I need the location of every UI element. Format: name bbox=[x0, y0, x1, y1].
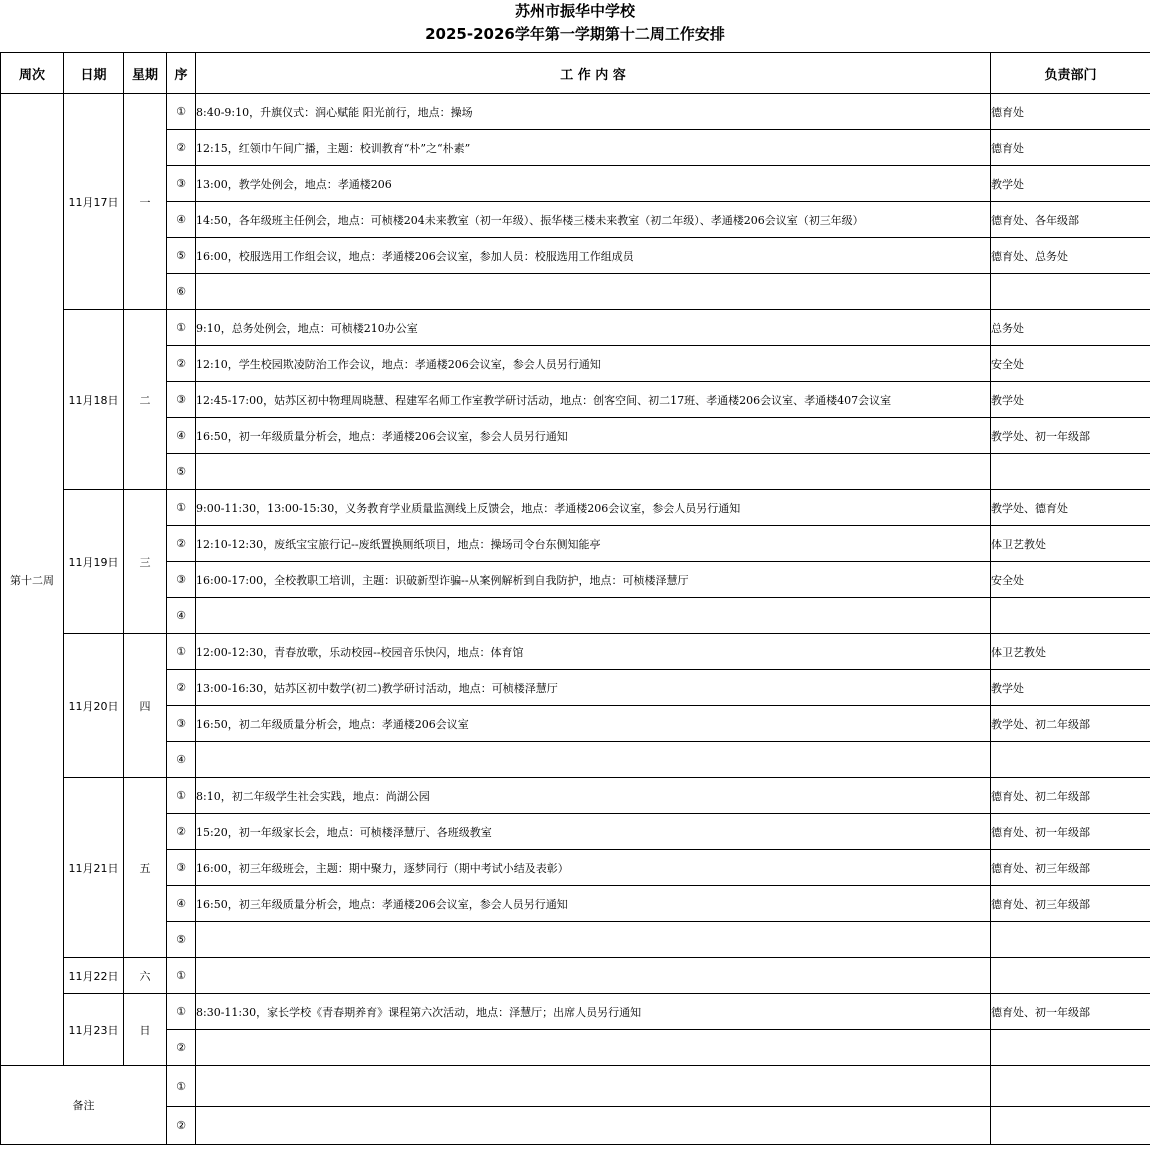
dept-cell bbox=[991, 274, 1150, 310]
dept-cell: 安全处 bbox=[991, 562, 1150, 598]
dept-cell: 德育处 bbox=[991, 130, 1150, 166]
dept-cell: 德育处、初三年级部 bbox=[991, 850, 1150, 886]
dept-cell bbox=[991, 598, 1150, 634]
table-row bbox=[1, 310, 1150, 346]
dept-cell bbox=[991, 742, 1150, 778]
seq-cell: ④ bbox=[167, 886, 196, 922]
table-row bbox=[1, 526, 1150, 562]
content-cell bbox=[196, 742, 991, 778]
dept-cell bbox=[991, 1030, 1150, 1066]
notes-row bbox=[1, 1107, 1150, 1145]
dept-cell: 德育处、初一年级部 bbox=[991, 814, 1150, 850]
week-cell: 第十二周 bbox=[1, 94, 64, 1066]
content-cell: 16:00，校服选用工作组会议，地点：孝通楼206会议室，参加人员：校服选用工作组成员 bbox=[196, 238, 991, 274]
table-row bbox=[1, 886, 1150, 922]
content-cell: 16:00，初三年级班会，主题：期中聚力，逐梦同行（期中考试小结及表彰） bbox=[196, 850, 991, 886]
dept-cell bbox=[991, 454, 1150, 490]
seq-cell: ③ bbox=[167, 382, 196, 418]
seq-cell: ② bbox=[167, 814, 196, 850]
notes-label: 备注 bbox=[1, 1066, 167, 1145]
table-row bbox=[1, 778, 1150, 814]
date-cell: 11月21日 bbox=[64, 778, 124, 958]
col-header-weekday: 星期 bbox=[124, 53, 167, 94]
content-cell: 8:40-9:10，升旗仪式：润心赋能 阳光前行，地点：操场 bbox=[196, 94, 991, 130]
seq-cell: ④ bbox=[167, 598, 196, 634]
schedule-table bbox=[0, 52, 1150, 1145]
content-cell: 12:45-17:00，姑苏区初中物理周晓慧、程建军名师工作室教学研讨活动，地点：创客空间、初二17班、孝通楼206会议室、孝通楼407会议室 bbox=[196, 382, 991, 418]
dept-cell: 教学处、初一年级部 bbox=[991, 418, 1150, 454]
dept-cell: 教学处 bbox=[991, 382, 1150, 418]
date-cell: 11月18日 bbox=[64, 310, 124, 490]
table-row bbox=[1, 850, 1150, 886]
notes-row bbox=[1, 1066, 1150, 1107]
seq-cell: ① bbox=[167, 994, 196, 1030]
table-row bbox=[1, 742, 1150, 778]
content-cell: 8:10，初二年级学生社会实践，地点：尚湖公园 bbox=[196, 778, 991, 814]
seq-cell: ⑤ bbox=[167, 922, 196, 958]
content-cell: 12:00-12:30，青春放歌，乐动校园--校园音乐快闪，地点：体育馆 bbox=[196, 634, 991, 670]
content-cell: 13:00，教学处例会，地点：孝通楼206 bbox=[196, 166, 991, 202]
dept-cell: 德育处、初二年级部 bbox=[991, 778, 1150, 814]
dept-cell: 安全处 bbox=[991, 346, 1150, 382]
weekday-cell: 一 bbox=[124, 94, 167, 310]
notes-dept-cell bbox=[991, 1066, 1150, 1107]
notes-seq-cell: ② bbox=[167, 1107, 196, 1145]
seq-cell: ① bbox=[167, 634, 196, 670]
date-cell: 11月22日 bbox=[64, 958, 124, 994]
content-cell: 14:50，各年级班主任例会，地点：可桢楼204未来教室（初一年级）、振华楼三楼未来教室（初二年级）、孝通楼206会议室（初三年级） bbox=[196, 202, 991, 238]
col-header-dept: 负责部门 bbox=[991, 53, 1150, 94]
table-row bbox=[1, 706, 1150, 742]
dept-cell bbox=[991, 958, 1150, 994]
dept-cell: 德育处、各年级部 bbox=[991, 202, 1150, 238]
seq-cell: ④ bbox=[167, 742, 196, 778]
content-cell: 16:00-17:00，全校教职工培训，主题：识破新型诈骗--从案例解析到自我防护，地点：可桢楼泽慧厅 bbox=[196, 562, 991, 598]
date-cell: 11月23日 bbox=[64, 994, 124, 1066]
date-cell: 11月17日 bbox=[64, 94, 124, 310]
notes-seq-cell: ① bbox=[167, 1066, 196, 1107]
schedule-subtitle: 2025-2026学年第一学期第十二周工作安排 bbox=[425, 25, 725, 43]
content-cell: 12:10，学生校园欺凌防治工作会议，地点：孝通楼206会议室，参会人员另行通知 bbox=[196, 346, 991, 382]
content-cell bbox=[196, 958, 991, 994]
content-cell: 12:15，红领巾午间广播，主题：校训教育“朴”之“朴素” bbox=[196, 130, 991, 166]
table-row bbox=[1, 922, 1150, 958]
table-row bbox=[1, 670, 1150, 706]
dept-cell: 德育处 bbox=[991, 94, 1150, 130]
table-row bbox=[1, 346, 1150, 382]
seq-cell: ⑤ bbox=[167, 238, 196, 274]
seq-cell: ① bbox=[167, 310, 196, 346]
schedule-body bbox=[1, 94, 1150, 1145]
weekday-cell: 四 bbox=[124, 634, 167, 778]
content-cell: 16:50，初三年级质量分析会，地点：孝通楼206会议室，参会人员另行通知 bbox=[196, 886, 991, 922]
seq-cell: ④ bbox=[167, 202, 196, 238]
dept-cell: 教学处 bbox=[991, 166, 1150, 202]
table-row bbox=[1, 994, 1150, 1030]
weekday-cell: 三 bbox=[124, 490, 167, 634]
seq-cell: ② bbox=[167, 1030, 196, 1066]
table-row bbox=[1, 454, 1150, 490]
seq-cell: ③ bbox=[167, 706, 196, 742]
title-block bbox=[0, 0, 1150, 52]
header-row bbox=[1, 53, 1150, 94]
dept-cell: 体卫艺教处 bbox=[991, 526, 1150, 562]
col-header-seq: 序 bbox=[167, 53, 196, 94]
seq-cell: ③ bbox=[167, 850, 196, 886]
seq-cell: ① bbox=[167, 490, 196, 526]
table-row bbox=[1, 958, 1150, 994]
content-cell bbox=[196, 1030, 991, 1066]
seq-cell: ① bbox=[167, 958, 196, 994]
table-row bbox=[1, 238, 1150, 274]
table-row bbox=[1, 94, 1150, 130]
seq-cell: ② bbox=[167, 130, 196, 166]
table-row bbox=[1, 562, 1150, 598]
seq-cell: ② bbox=[167, 346, 196, 382]
notes-content-cell bbox=[196, 1107, 991, 1145]
content-cell bbox=[196, 598, 991, 634]
weekday-cell: 日 bbox=[124, 994, 167, 1066]
table-row bbox=[1, 634, 1150, 670]
col-header-content: 工 作 内 容 bbox=[196, 53, 991, 94]
seq-cell: ③ bbox=[167, 562, 196, 598]
content-cell: 16:50，初一年级质量分析会，地点：孝通楼206会议室，参会人员另行通知 bbox=[196, 418, 991, 454]
seq-cell: ① bbox=[167, 94, 196, 130]
seq-cell: ② bbox=[167, 670, 196, 706]
weekday-cell: 五 bbox=[124, 778, 167, 958]
dept-cell: 总务处 bbox=[991, 310, 1150, 346]
table-row bbox=[1, 130, 1150, 166]
dept-cell: 教学处、德育处 bbox=[991, 490, 1150, 526]
content-cell bbox=[196, 274, 991, 310]
col-header-week: 周次 bbox=[1, 53, 64, 94]
weekday-cell: 六 bbox=[124, 958, 167, 994]
date-cell: 11月19日 bbox=[64, 490, 124, 634]
seq-cell: ② bbox=[167, 526, 196, 562]
dept-cell bbox=[991, 922, 1150, 958]
dept-cell: 教学处、初二年级部 bbox=[991, 706, 1150, 742]
school-title: 苏州市振华中学校 bbox=[514, 2, 635, 20]
content-cell bbox=[196, 922, 991, 958]
notes-dept-cell bbox=[991, 1107, 1150, 1145]
seq-cell: ① bbox=[167, 778, 196, 814]
content-cell: 15:20，初一年级家长会，地点：可桢楼泽慧厅、各班级教室 bbox=[196, 814, 991, 850]
table-row bbox=[1, 418, 1150, 454]
table-row bbox=[1, 166, 1150, 202]
seq-cell: ⑥ bbox=[167, 274, 196, 310]
date-cell: 11月20日 bbox=[64, 634, 124, 778]
dept-cell: 体卫艺教处 bbox=[991, 634, 1150, 670]
table-row bbox=[1, 382, 1150, 418]
content-cell: 16:50，初二年级质量分析会，地点：孝通楼206会议室 bbox=[196, 706, 991, 742]
seq-cell: ④ bbox=[167, 418, 196, 454]
dept-cell: 德育处、初一年级部 bbox=[991, 994, 1150, 1030]
seq-cell: ③ bbox=[167, 166, 196, 202]
weekday-cell: 二 bbox=[124, 310, 167, 490]
table-row bbox=[1, 490, 1150, 526]
content-cell bbox=[196, 454, 991, 490]
dept-cell: 德育处、总务处 bbox=[991, 238, 1150, 274]
table-row bbox=[1, 598, 1150, 634]
notes-content-cell bbox=[196, 1066, 991, 1107]
content-cell: 8:30-11:30，家长学校《青春期养育》课程第六次活动，地点：泽慧厅；出席人员另行通知 bbox=[196, 994, 991, 1030]
table-row bbox=[1, 202, 1150, 238]
dept-cell: 德育处、初三年级部 bbox=[991, 886, 1150, 922]
content-cell: 9:10，总务处例会，地点：可桢楼210办公室 bbox=[196, 310, 991, 346]
table-row bbox=[1, 814, 1150, 850]
content-cell: 12:10-12:30，废纸宝宝旅行记--废纸置换厕纸项目，地点：操场司令台东侧知能亭 bbox=[196, 526, 991, 562]
table-row bbox=[1, 1030, 1150, 1066]
dept-cell: 教学处 bbox=[991, 670, 1150, 706]
content-cell: 9:00-11:30，13:00-15:30，义务教育学业质量监测线上反馈会，地点：孝通楼206会议室，参会人员另行通知 bbox=[196, 490, 991, 526]
content-cell: 13:00-16:30，姑苏区初中数学(初二)教学研讨活动，地点：可桢楼泽慧厅 bbox=[196, 670, 991, 706]
table-row bbox=[1, 274, 1150, 310]
col-header-date: 日期 bbox=[64, 53, 124, 94]
seq-cell: ⑤ bbox=[167, 454, 196, 490]
